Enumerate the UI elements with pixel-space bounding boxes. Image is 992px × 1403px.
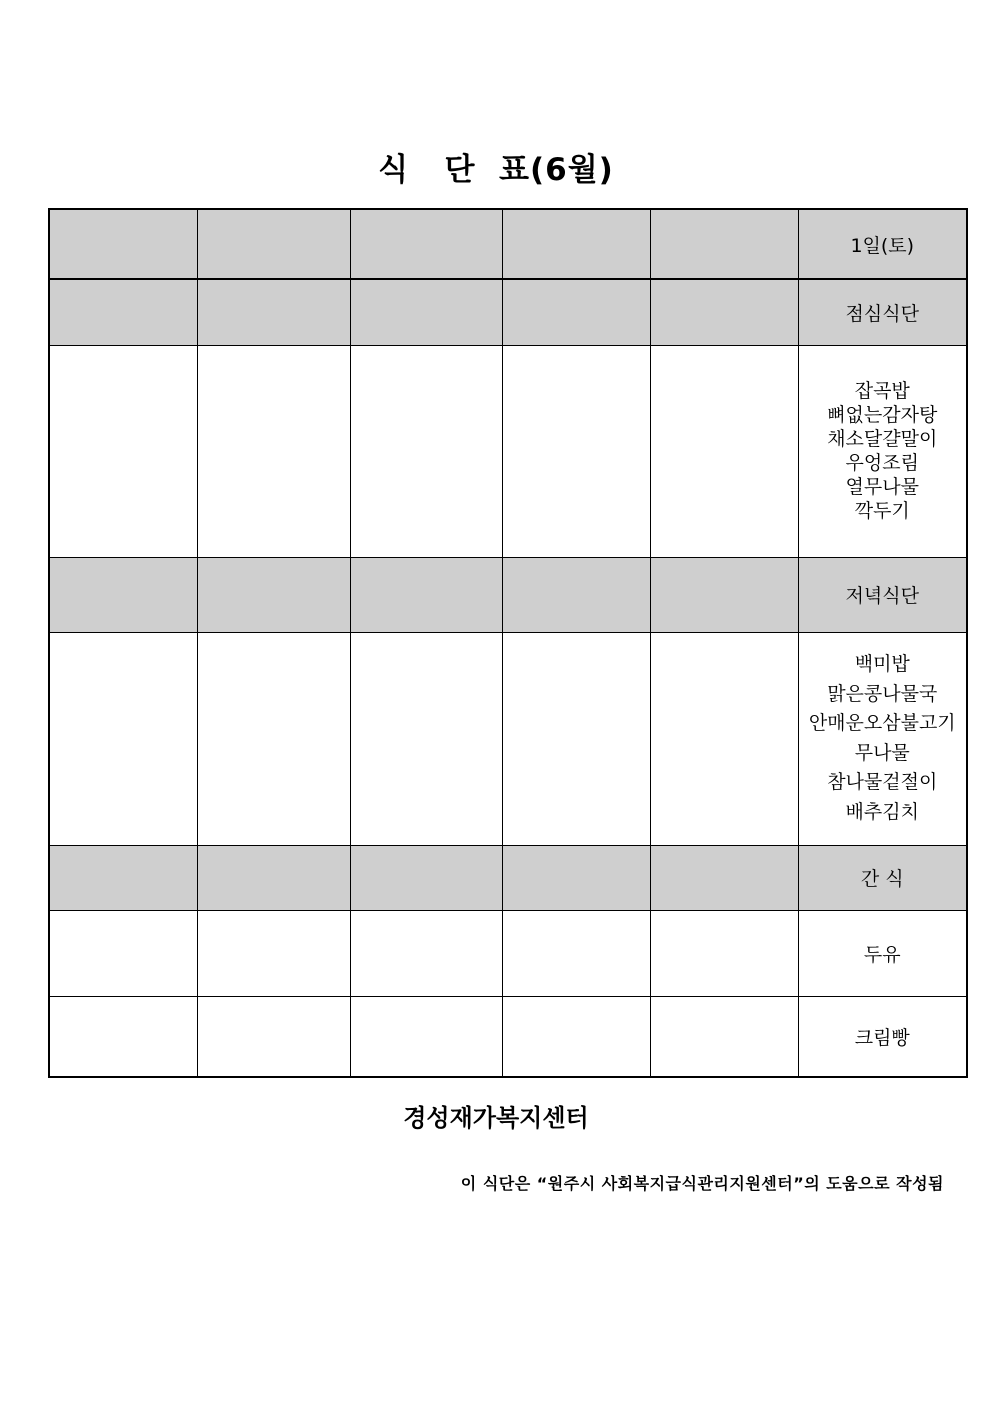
- empty-cell: [502, 996, 650, 1077]
- dinner-item: 백미밥: [854, 653, 910, 675]
- center-name: 경성재가복지센터: [403, 1104, 589, 1132]
- lunch-item: 우엉조림: [845, 452, 919, 474]
- footnote: 이 식단은 “원주시 사회복지급식관리지원센터”의 도움으로 작성됨: [460, 1174, 944, 1193]
- empty-cell: [49, 632, 197, 845]
- empty-cell: [350, 345, 502, 557]
- dinner-header: 저녁식단: [798, 557, 967, 632]
- dinner-item: 무나물: [854, 741, 910, 764]
- empty-cell: [49, 345, 197, 557]
- snack-header: 간 식: [798, 845, 967, 910]
- lunch-item: 깍두기: [854, 500, 910, 522]
- empty-cell: [197, 557, 350, 632]
- empty-cell: [350, 632, 502, 845]
- empty-cell: [650, 632, 798, 845]
- lunch-item: 열무나물: [845, 476, 919, 498]
- lunch-menu-cell: [798, 345, 967, 557]
- lunch-item: 뼈없는감자탕: [827, 404, 938, 426]
- dinner-menu-cell: [798, 632, 967, 845]
- snack-row-1: [49, 910, 967, 996]
- lunch-header: 점심식단: [798, 279, 967, 345]
- dinner-menu-row: [49, 632, 967, 845]
- empty-cell: [197, 910, 350, 996]
- empty-cell: [197, 345, 350, 557]
- empty-cell: [650, 209, 798, 279]
- lunch-menu-row: [49, 345, 967, 557]
- empty-cell: [502, 345, 650, 557]
- dinner-item: 맑은콩나물국: [827, 682, 938, 705]
- empty-cell: [49, 845, 197, 910]
- snack-row-2: [49, 996, 967, 1077]
- empty-cell: [49, 279, 197, 345]
- date-cell: 1일(토): [798, 209, 967, 279]
- dinner-header-row: [49, 557, 967, 632]
- lunch-header-row: [49, 279, 967, 345]
- empty-cell: [197, 845, 350, 910]
- page-title: 식 단 표(6월): [378, 152, 614, 188]
- lunch-item: 잡곡밥: [854, 380, 910, 402]
- empty-cell: [350, 209, 502, 279]
- empty-cell: [49, 910, 197, 996]
- empty-cell: [502, 632, 650, 845]
- snack-item: 크림빵: [798, 996, 967, 1077]
- empty-cell: [49, 209, 197, 279]
- empty-cell: [350, 557, 502, 632]
- meal-plan-table: [48, 208, 968, 1078]
- snack-item: 두유: [798, 910, 967, 996]
- empty-cell: [350, 910, 502, 996]
- empty-cell: [350, 279, 502, 345]
- empty-cell: [650, 279, 798, 345]
- snack-header-row: [49, 845, 967, 910]
- dinner-item: 안매운오삼불고기: [808, 712, 956, 734]
- empty-cell: [650, 345, 798, 557]
- empty-cell: [650, 910, 798, 996]
- empty-cell: [350, 996, 502, 1077]
- empty-cell: [197, 632, 350, 845]
- empty-cell: [197, 996, 350, 1077]
- empty-cell: [502, 279, 650, 345]
- empty-cell: [650, 557, 798, 632]
- empty-cell: [49, 557, 197, 632]
- lunch-item: 채소달걀말이: [827, 428, 938, 450]
- empty-cell: [49, 996, 197, 1077]
- empty-cell: [502, 557, 650, 632]
- empty-cell: [502, 209, 650, 279]
- empty-cell: [650, 845, 798, 910]
- empty-cell: [650, 996, 798, 1077]
- date-row: [49, 209, 967, 279]
- empty-cell: [350, 845, 502, 910]
- dinner-item: 배추김치: [845, 800, 919, 823]
- empty-cell: [197, 279, 350, 345]
- empty-cell: [197, 209, 350, 279]
- dinner-item: 참나물겉절이: [827, 771, 938, 793]
- empty-cell: [502, 845, 650, 910]
- empty-cell: [502, 910, 650, 996]
